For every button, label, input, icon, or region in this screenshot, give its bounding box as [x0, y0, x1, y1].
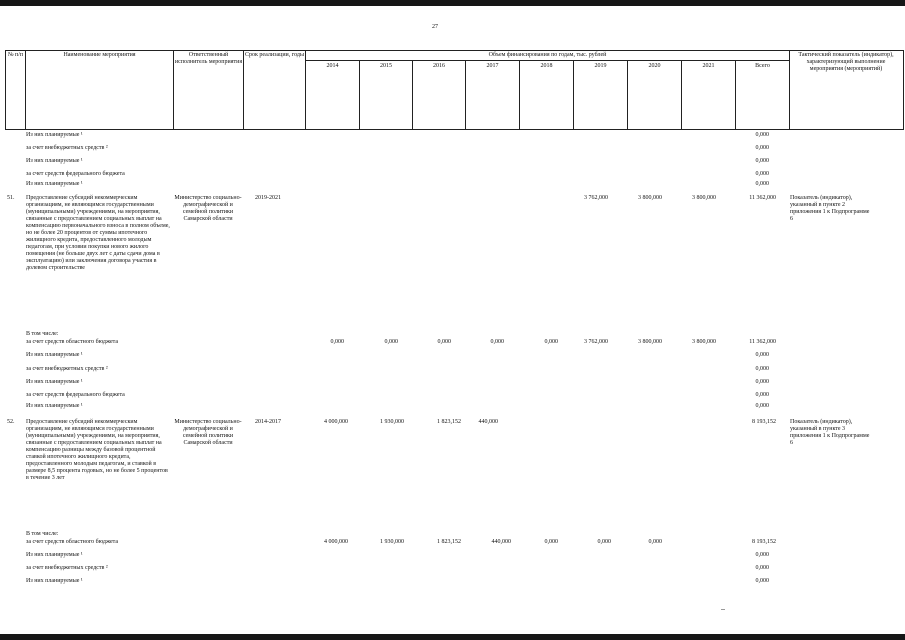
row-label: за счет средств областного бюджета [26, 539, 119, 545]
value-total: 8 193,152 [752, 419, 776, 425]
header-year: 2019 [594, 63, 607, 69]
item-indicator: Показатель (индикатор), указанный в пункте 3 приложения 1 к Подпрограмме 6 [790, 419, 870, 446]
item-executor: Министерство социально-демографической и семейной политики Самарской области [174, 195, 242, 222]
table-header [5, 50, 904, 130]
value-2021: 3 800,000 [692, 195, 716, 201]
item-name: Предоставление субсидий некоммерческим организациям, не являющимся государственными (муниципальными) учреждениями, на мероприятия, связанные с предоставлением социальных выплат на компенсацию первоначального взноса в полном объеме, но не более 20 процентов от суммы ипотечного жилищного кредита, предоставленного молодым педагогам, при условии покупки нового жилого помещения (не больше двух лет с даты сдачи дома в эксплуатацию) или заключения договора участия в долевом строительстве [26, 195, 170, 271]
header-year: 2014 [326, 63, 339, 69]
row-label: за счет внебюджетных средств ² [26, 145, 108, 151]
value-2015: 1 930,000 [380, 419, 404, 425]
value-2020: 3 800,000 [638, 339, 662, 345]
scan-mark [721, 609, 725, 610]
row-total: 0,000 [755, 565, 769, 571]
value-2016: 0,000 [437, 339, 451, 345]
row-label: за счет внебюджетных средств ² [26, 565, 108, 571]
value-total: 8 193,152 [752, 539, 776, 545]
header-year: 2018 [540, 63, 553, 69]
row-label: Из них планируемые ¹ [26, 132, 83, 138]
header-year: 2017 [486, 63, 499, 69]
row-label: Из них планируемые ¹ [26, 379, 83, 385]
row-total: 0,000 [755, 552, 769, 558]
item-term: 2014-2017 [255, 419, 281, 425]
row-total: 0,000 [755, 403, 769, 409]
value-2016: 1 823,152 [437, 419, 461, 425]
item-executor: Министерство социально-демографической и семейной политики Самарской области [174, 419, 242, 446]
value-2014: 4 000,000 [324, 419, 348, 425]
value-2018: 0,000 [544, 539, 558, 545]
incl-label: В том числе: [26, 531, 59, 537]
header-term: Срок реализации, годы [245, 52, 304, 58]
value-total: 11 362,000 [749, 339, 776, 345]
value-2016: 1 823,152 [437, 539, 461, 545]
value-2017: 0,000 [490, 339, 504, 345]
bottom-border [0, 634, 905, 640]
value-2014: 4 000,000 [324, 539, 348, 545]
row-total: 0,000 [755, 352, 769, 358]
value-2019: 3 762,000 [584, 195, 608, 201]
header-num: № п/п [7, 52, 24, 58]
value-2021: 3 800,000 [692, 339, 716, 345]
row-total: 0,000 [755, 145, 769, 151]
row-label: Из них планируемые ¹ [26, 352, 83, 358]
row-total: 0,000 [755, 392, 769, 398]
value-2019: 3 762,000 [584, 339, 608, 345]
header-executor: Ответственный исполнитель мероприятия [174, 52, 243, 65]
row-label: за счет средств федерального бюджета [26, 171, 125, 177]
row-label: Из них планируемые ¹ [26, 158, 83, 164]
item-term: 2019-2021 [255, 195, 281, 201]
item-name: Предоставление субсидий некоммерческим организациям, не являющимся государственными (муниципальными) учреждениями, на мероприятия, связанные с предоставлением социальных выплат на компенсацию разницы между базовой процентной ставкой ипотечного жилищного кредита, предоставленного молодым педагогам, и ставкой в размере 8,5 процента годовых, но не более 5 процентов в течение 3 лет [26, 419, 168, 481]
item-indicator: Показатель (индикатор), указанный в пункте 2 приложения 1 к Подпрограмме 6 [790, 195, 870, 222]
header-year: 2015 [380, 63, 392, 69]
value-2020: 3 800,000 [638, 195, 662, 201]
header-total: Всего [755, 63, 770, 69]
top-border [0, 0, 905, 6]
row-label: за счет внебюджетных средств ² [26, 366, 108, 372]
row-label: за счет средств федерального бюджета [26, 392, 125, 398]
header-funding: Объем финансирования по годам, тыс. рублей [488, 52, 607, 58]
row-total: 0,000 [755, 171, 769, 177]
incl-label: В том числе: [26, 331, 59, 337]
row-label: Из них планируемые ¹ [26, 578, 83, 584]
row-total: 0,000 [755, 132, 769, 138]
value-2018: 0,000 [544, 339, 558, 345]
value-2020: 0,000 [648, 539, 662, 545]
item-number: 52. [7, 419, 15, 425]
row-total: 0,000 [755, 366, 769, 372]
row-total: 0,000 [755, 379, 769, 385]
row-total: 0,000 [755, 181, 769, 187]
header-name: Наименование мероприятия [63, 52, 136, 58]
value-total: 11 362,000 [749, 195, 776, 201]
value-2015: 1 930,000 [380, 539, 404, 545]
row-label: за счет средств областного бюджета [26, 339, 119, 345]
row-label: Из них планируемые ¹ [26, 552, 83, 558]
value-2015: 0,000 [384, 339, 398, 345]
header-year: 2020 [648, 63, 661, 69]
header-year: 2021 [702, 63, 715, 69]
row-total: 0,000 [755, 158, 769, 164]
row-total: 0,000 [755, 578, 769, 584]
item-number: 51. [7, 195, 15, 201]
row-label: Из них планируемые ¹ [26, 181, 83, 187]
value-2019: 0,000 [597, 539, 611, 545]
page-number: 27 [432, 24, 438, 30]
header-year: 2016 [433, 63, 445, 69]
header-indicator: Тактический показатель (индикатор), характеризующий выполнение мероприятия (мероприятий) [798, 52, 894, 72]
value-2017: 440,000 [491, 539, 511, 545]
row-label: Из них планируемые ¹ [26, 403, 83, 409]
value-2014: 0,000 [330, 339, 344, 345]
value-2017: 440,000 [478, 419, 498, 425]
